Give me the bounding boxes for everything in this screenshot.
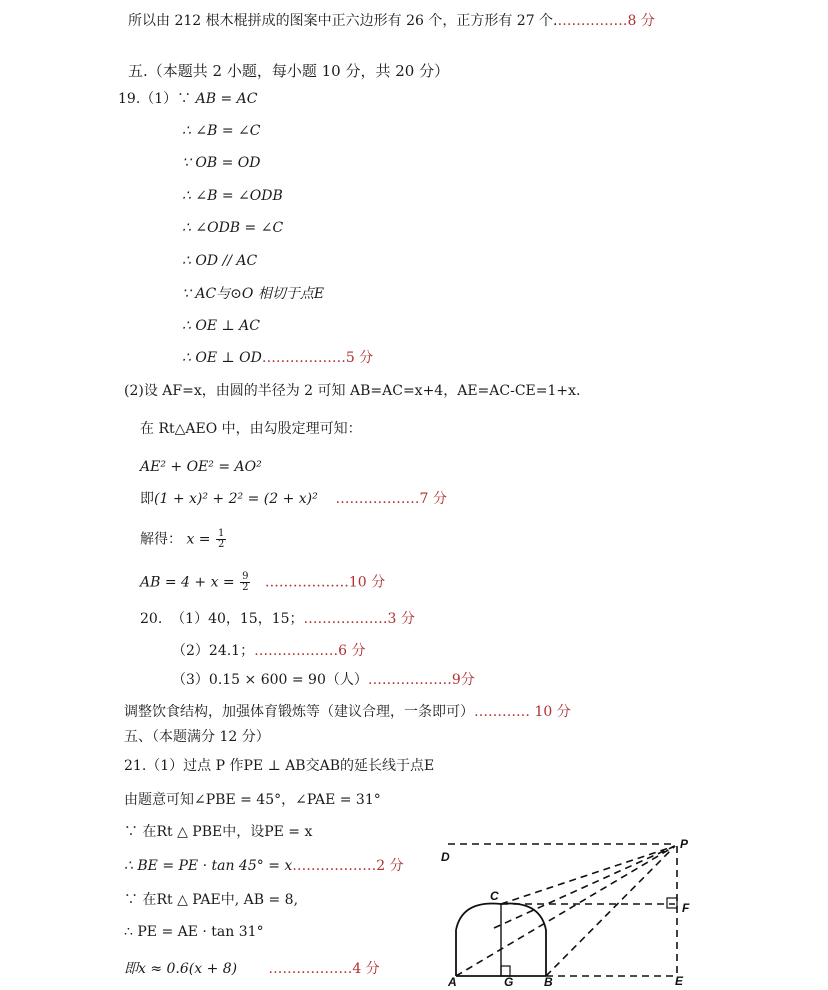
q19-solve: 解得： x = $\frac{1}{2}$ — [140, 528, 225, 550]
line-bp — [546, 846, 675, 976]
q19-step-last: ∴ OE ⊥ OD………………5 分 — [182, 350, 374, 366]
section-5b-title: 五、（本题满分 12 分） — [124, 729, 270, 745]
score-marker: ………… 10 分 — [474, 704, 571, 720]
q19-step: ∴ ∠ODB = ∠C — [182, 220, 284, 236]
label-a: A — [448, 975, 457, 988]
q21-line-5: ∵ 在Rt △ PAE中, AB = 8, — [124, 892, 299, 908]
right-angle-f — [667, 898, 677, 908]
geometry-diagram — [432, 828, 702, 988]
q21-line-4: ∴ BE = PE · tan 45° = x………………2 分 — [124, 858, 404, 874]
fraction-nine-half: $\frac{9}{2}$ — [242, 571, 249, 593]
score-marker: ………………7 分 — [335, 491, 447, 507]
label-b: B — [544, 975, 553, 988]
label-f: F — [682, 901, 690, 915]
score-marker: ………………2 分 — [292, 858, 404, 874]
label-c: C — [490, 889, 499, 903]
line-inner-p — [494, 846, 675, 928]
q19-part1-start: 19.（1）∵ AB = AC — [118, 91, 258, 107]
q19-rt-line: 在 Rt△AEO 中，由勾股定理可知： — [140, 421, 362, 437]
q20-part3: （3）0.15 × 600 = 90（人）………………9分 — [172, 672, 475, 688]
label-d: D — [441, 850, 450, 864]
q18-conclusion: 所以由 212 根木棍拼成的图案中正六边形有 26 个，正方形有 27 个.……………8 分 — [128, 13, 655, 29]
q19-ab-result: AB = 4 + x = $\frac{9}{2}$ ………………10 分 — [140, 571, 386, 593]
q21-line-1: 21.（1）过点 P 作PE ⊥ AB交AB的延长线于点E — [124, 758, 435, 774]
q21-line-2: 由题意可知∠PBE = 45°，∠PAE = 31° — [124, 792, 381, 808]
score-marker: ………………5 分 — [261, 350, 374, 366]
q21-line-3: ∵ 在Rt △ PBE中，设PE = x — [124, 824, 313, 840]
q19-step: ∴ ∠B = ∠ODB — [182, 188, 283, 204]
q19-equation: 即(1 + x)² + 2² = (2 + x)² ………………7 分 — [140, 491, 447, 507]
score-marker: ………………4 分 — [268, 961, 380, 977]
q19-step: ∴ ∠B = ∠C — [182, 123, 261, 139]
q20-advice: 调整饮食结构，加强体育锻炼等（建议合理，一条即可）………… 10 分 — [124, 704, 571, 720]
score-marker: ………………6 分 — [254, 643, 366, 659]
q19-step: ∴ OE ⊥ AC — [182, 318, 260, 334]
label-e: E — [675, 974, 684, 988]
q20-part1: 20. （1）40，15，15；………………3 分 — [140, 611, 415, 627]
q19-step: ∵ OB = OD — [182, 155, 261, 171]
label-p: P — [680, 837, 689, 851]
section-5-title: 五.（本题共 2 小题，每小题 10 分，共 20 分） — [128, 62, 450, 80]
q19-pythagoras: AE² + OE² = AO² — [140, 459, 262, 475]
q19-step: ∴ OD // AC — [182, 253, 258, 269]
score-marker: ………………3 分 — [303, 611, 415, 627]
line-cp — [501, 846, 675, 904]
q19-part2-setup: (2)设 AF=x，由圆的半径为 2 可知 AB=AC=x+4，AE=AC-CE=1+x. — [124, 383, 581, 399]
q21-line-6: ∴ PE = AE · tan 31° — [124, 924, 264, 940]
fraction-one-half: $\frac{1}{2}$ — [217, 528, 225, 550]
score-marker: ………………9分 — [367, 672, 475, 688]
q19-step: ∵ AC与⊙O 相切于点E — [182, 286, 325, 302]
q21-line-7: 即x ≈ 0.6(x + 8) ………………4 分 — [124, 961, 380, 977]
label-g: G — [504, 975, 514, 988]
score-marker: ………………10 分 — [264, 574, 386, 591]
q20-part2: （2）24.1；………………6 分 — [172, 643, 366, 659]
score-marker: ……………8 分 — [557, 13, 655, 29]
